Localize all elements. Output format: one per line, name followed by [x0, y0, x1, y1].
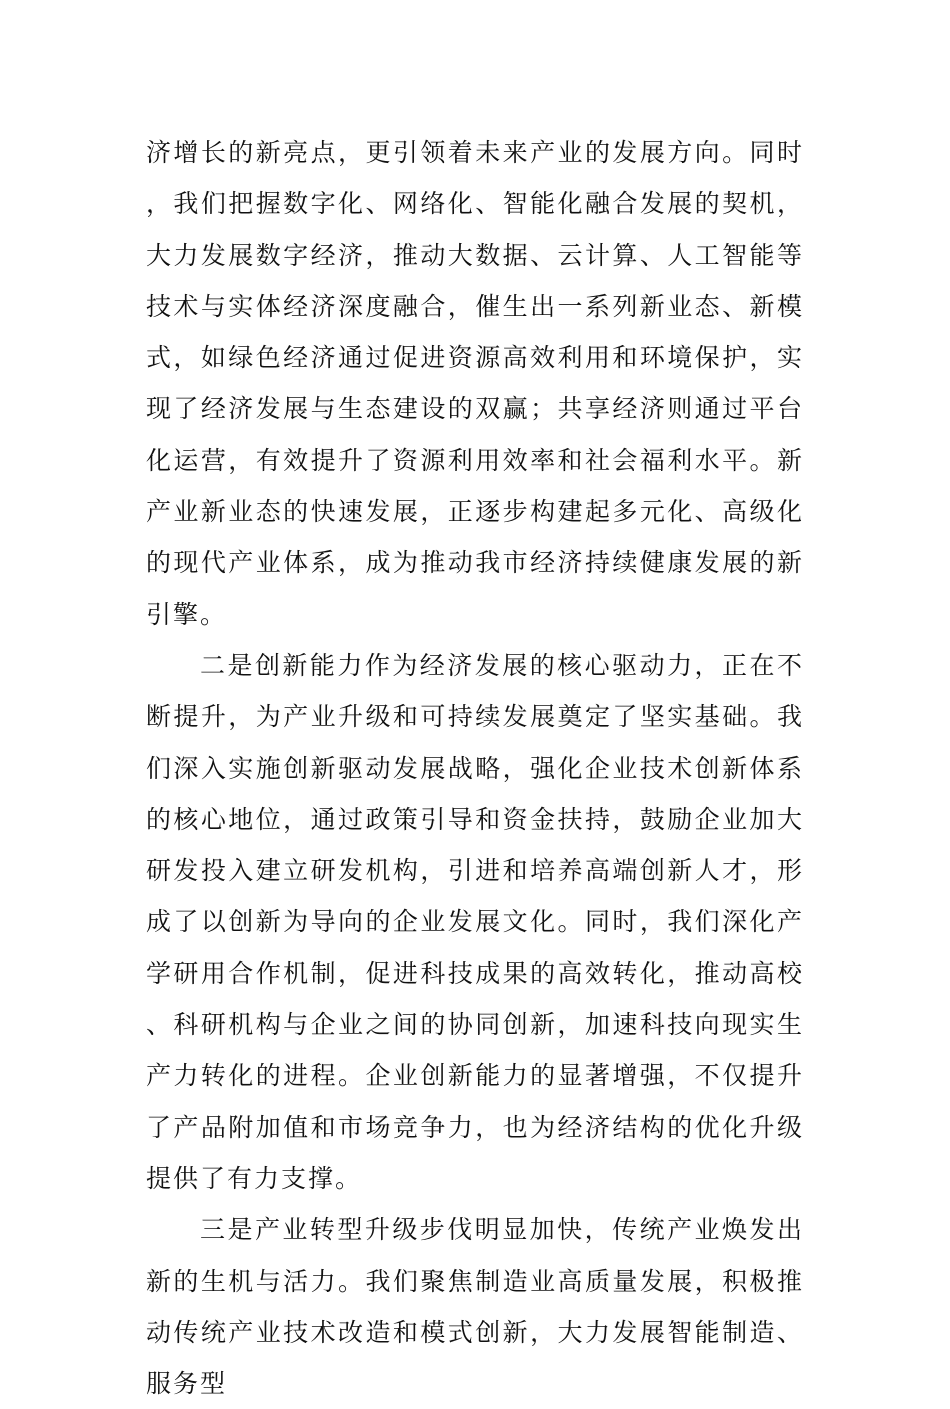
paragraph-innovation: 二是创新能力作为经济发展的核心驱动力，正在不断提升，为产业升级和可持续发展奠定了坚实基础。我们深入实施创新驱动发展战略，强化企业技术创新体系的核心地位，通过政策引导和资金扶持，鼓励企业加大研发投入建立研发机构，引进和培养高端创新人才，形成了以创新为导向的企业发展文化。同时，我们深化产学研用合作机制，促进科技成果的高效转化，推动高校、科研机构与企业之间的协同创新，加速科技向现实生产力转化的进程。企业创新能力的显著增强，不仅提升了产品附加值和市场竞争力，也为经济结构的优化升级提供了有力支撑。	[146, 650, 804, 1193]
document-body	[146, 127, 804, 1409]
paragraph-industry-upgrade: 三是产业转型升级步伐明显加快，传统产业焕发出新的生机与活力。我们聚焦制造业高质量发展，积极推动传统产业技术改造和模式创新，大力发展智能制造、服务型	[146, 1215, 804, 1399]
paragraph-continuation: 济增长的新亮点，更引领着未来产业的发展方向。同时，我们把握数字化、网络化、智能化融合发展的契机，大力发展数字经济，推动大数据、云计算、人工智能等技术与实体经济深度融合，催生出一系列新业态、新模式，如绿色经济通过促进资源高效利用和环境保护，实现了经济发展与生态建设的双赢；共享经济则通过平台化运营，有效提升了资源利用效率和社会福利水平。新产业新业态的快速发展，正逐步构建起多元化、高级化的现代产业体系，成为推动我市经济持续健康发展的新引擎。	[146, 138, 804, 629]
